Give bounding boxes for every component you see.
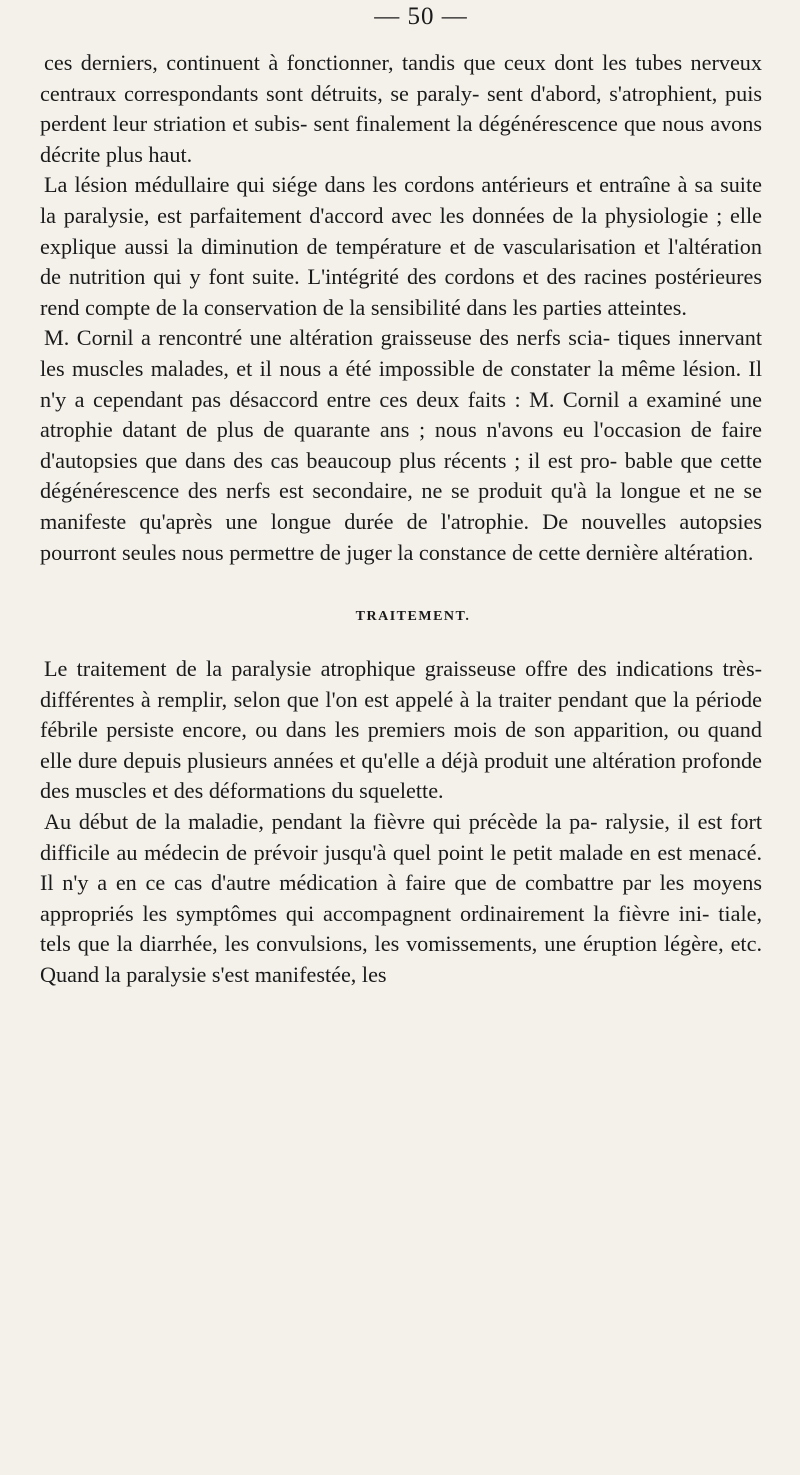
paragraph-debut-maladie: Au début de la maladie, pendant la fièvre qui précède la pa- ralysie, il est fort difficile au médecin de prévoir jusqu'à quel point le petit malade en est menacé. Il n'y a en ce cas d'autre médication à faire que de combattre par les moyens appropriés les symptômes qui accompagnent ordinairement la fièvre ini- tiale, tels que la diarrhée, les convulsions, les vomissements, une éruption légère, etc. Quand la paralysie s'est manifestée, les bbox=[40, 809, 762, 988]
page-number: — 50 — bbox=[374, 3, 468, 30]
paragraph-tubes-nerveux: ces derniers, continuent à fonctionner, tandis que ceux dont les tubes nerveux centraux correspondants sont détruits, se paraly- sent d'abord, s'atrophient, puis perdent leur striation et subis- sent finalement la dégénérescence que nous avons décrite plus haut. bbox=[40, 50, 762, 167]
body-text bbox=[40, 48, 762, 991]
paragraph-cornil: M. Cornil a rencontré une altération graisseuse des nerfs scia- tiques innervant les muscles malades, et il nous a été impossible de constater la même lésion. Il n'y a cependant pas désaccord entre ces deux faits : M. Cornil a examiné une atrophie datant de plus de quarante ans ; nous n'avons eu l'occasion de faire d'autopsies que dans des cas beaucoup plus récents ; il est pro- bable que cette dégénérescence des nerfs est secondaire, ne se produit qu'à la longue et ne se manifeste qu'après une longue durée de l'atrophie. De nouvelles autopsies pourront seules nous permettre de juger la constance de cette dernière altération. bbox=[40, 325, 762, 565]
paragraph-lesion-medullaire: La lésion médullaire qui siége dans les cordons antérieurs et entraîne à sa suite la paralysie, est parfaitement d'accord avec les données de la physiologie ; elle explique aussi la diminution de température et de vascularisation et l'altération de nutrition qui y font suite. L'intégrité des cordons et des racines postérieures rend compte de la conservation de la sensibilité dans les parties atteintes. bbox=[40, 172, 762, 320]
paragraph-traitement-indications: Le traitement de la paralysie atrophique graisseuse offre des indications très-différentes à remplir, selon que l'on est appelé à la traiter pendant que la période fébrile persiste encore, ou dans les premiers mois de son apparition, ou quand elle dure depuis plusieurs années et qu'elle a déjà produit une altération profonde des muscles et des déformations du squelette. bbox=[40, 656, 762, 804]
section-heading-traitement: TRAITEMENT. bbox=[355, 609, 471, 625]
